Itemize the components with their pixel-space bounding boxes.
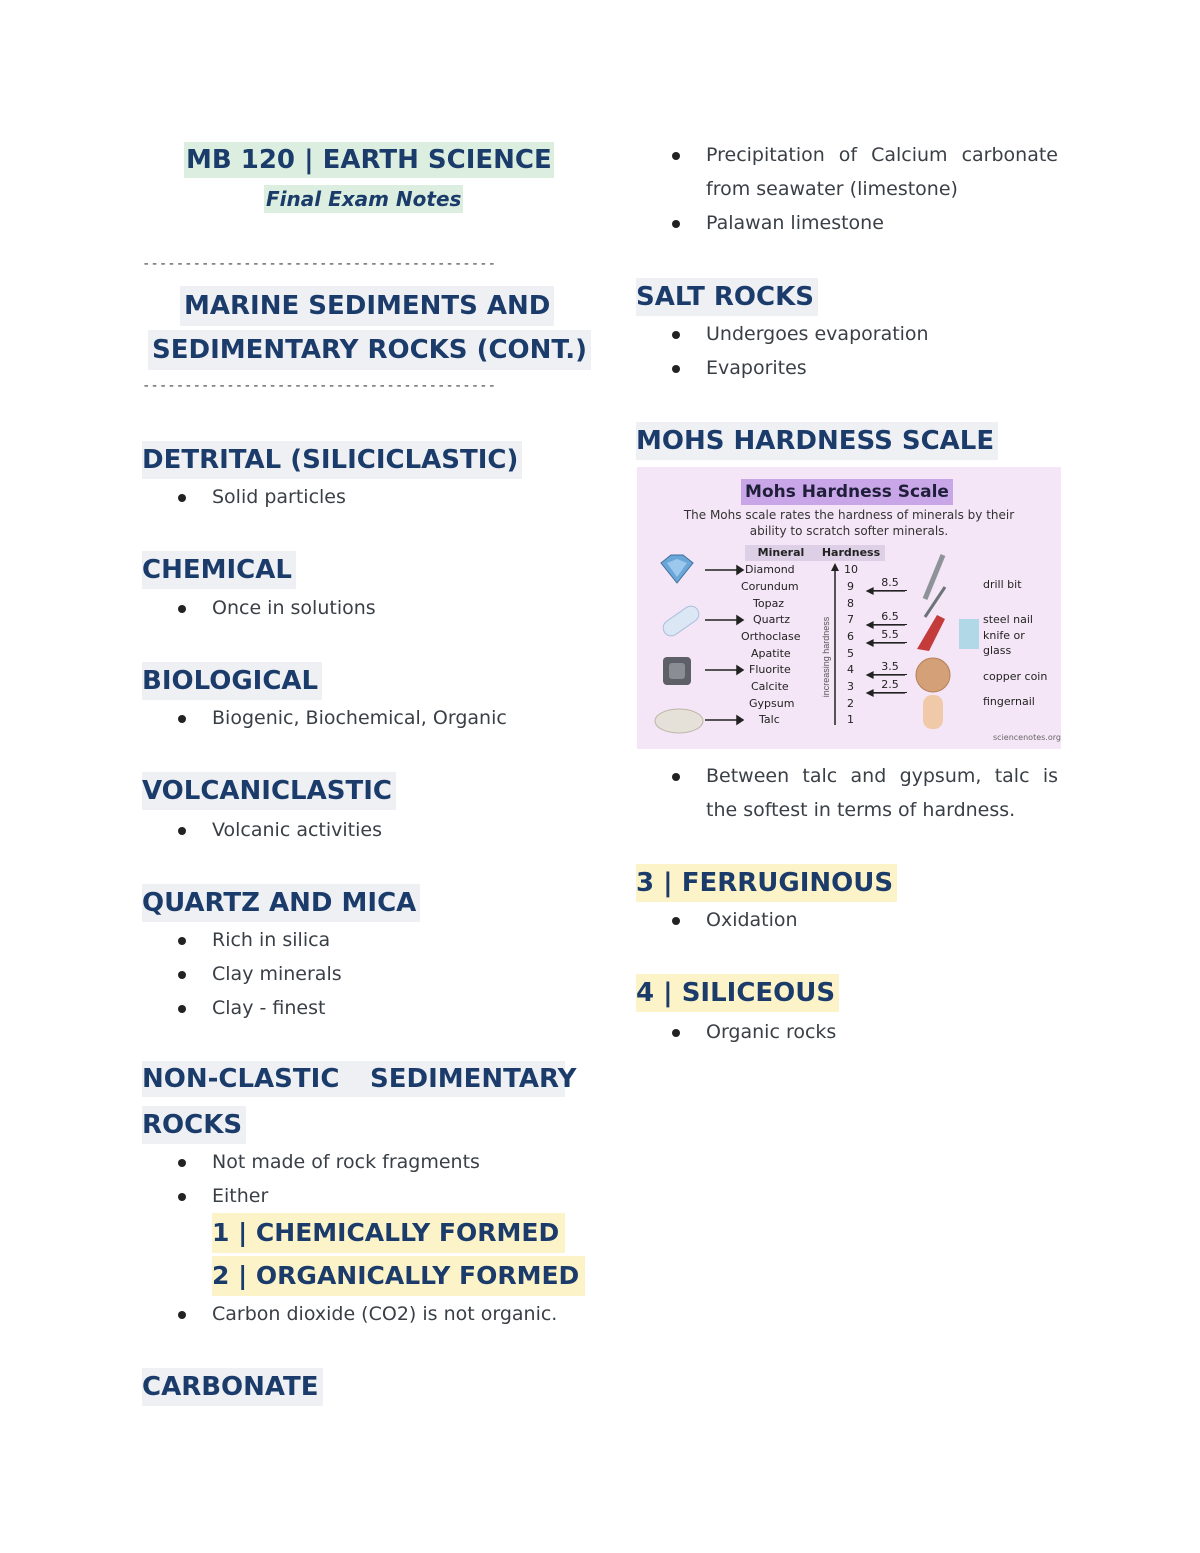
hardness-number: 5 (847, 647, 854, 660)
mohs-scale-figure (637, 467, 1061, 749)
mineral-label: Apatite (751, 647, 791, 660)
bullet-icon (178, 715, 186, 723)
column-mineral: Mineral (745, 545, 817, 561)
hardness-number: 6 (847, 630, 854, 643)
axis-label: increasing hardness (821, 616, 831, 698)
bullet-icon (178, 1159, 186, 1167)
tool-hardness-value: 2.5 (873, 678, 907, 693)
bullet-icon (672, 917, 680, 925)
axis-arrow-icon (831, 563, 839, 571)
list-item: Precipitation of Calcium carbonate (706, 138, 1058, 172)
heading-volcaniclastic: VOLCANICLASTIC (142, 772, 396, 810)
mineral-label: Corundum (741, 580, 799, 593)
glass-icon (959, 619, 979, 649)
quartz-icon (660, 603, 702, 639)
mineral-label: Quartz (753, 613, 790, 626)
tool-label: copper coin (983, 670, 1048, 683)
hardness-number: 8 (847, 597, 854, 610)
list-item: Once in solutions (212, 591, 376, 625)
hardness-number: 2 (847, 697, 854, 710)
list-item: Oxidation (706, 903, 798, 937)
list-item: Palawan limestone (706, 206, 884, 240)
bullet-icon (178, 1005, 186, 1013)
mineral-label: Fluorite (749, 663, 791, 676)
divider-bottom: ------------------------------------------ (142, 378, 497, 394)
section-title-line2: SEDIMENTARY ROCKS (CONT.) (148, 330, 591, 370)
bullet-icon (672, 331, 680, 339)
heading-nonclastic-a: NON-CLASTIC (142, 1064, 340, 1094)
tool-label: drill bit (983, 578, 1022, 591)
fluorite-highlight-icon (669, 663, 685, 679)
mineral-label: Talc (759, 713, 780, 726)
heading-biological: BIOLOGICAL (142, 662, 322, 700)
bullet-icon (178, 937, 186, 945)
tool-label: knife or (983, 629, 1025, 642)
list-item: Clay minerals (212, 957, 342, 991)
bullet-icon (672, 365, 680, 373)
hardness-number: 9 (847, 580, 854, 593)
subheading-organically-formed: 2 | ORGANICALLY FORMED (212, 1256, 585, 1296)
heading-chemical: CHEMICAL (142, 551, 296, 589)
list-item: Solid particles (212, 480, 346, 514)
divider-top: ------------------------------------------ (142, 256, 497, 272)
bullet-icon (178, 1311, 186, 1319)
list-item-continuation: from seawater (limestone) (706, 178, 958, 200)
bullet-icon (672, 1029, 680, 1037)
talc-icon (655, 709, 703, 733)
mineral-arrows (705, 566, 743, 724)
page-title: MB 120 | EARTH SCIENCE (184, 142, 554, 178)
heading-quartz-mica: QUARTZ AND MICA (142, 884, 420, 922)
figure-credit: sciencenotes.org (993, 733, 1061, 742)
list-item: Organic rocks (706, 1015, 836, 1049)
tool-hardness-value: 3.5 (873, 660, 907, 675)
list-item-continuation: the softest in terms of hardness. (706, 799, 1016, 821)
list-item: Either (212, 1179, 268, 1213)
list-item: Clay - finest (212, 991, 325, 1025)
list-item: Volcanic activities (212, 813, 382, 847)
hardness-number: 7 (847, 613, 854, 626)
hardness-number: 1 (847, 713, 854, 726)
list-item: Rich in silica (212, 923, 330, 957)
list-item: Not made of rock fragments (212, 1145, 480, 1179)
tool-label: fingernail (983, 695, 1035, 708)
tool-hardness-value: 8.5 (873, 576, 907, 591)
hardness-number: 3 (847, 680, 854, 693)
hardness-number: 10 (844, 563, 858, 576)
figure-title: Mohs Hardness Scale (741, 479, 953, 505)
bullet-icon (178, 971, 186, 979)
heading-nonclastic-line2: ROCKS (142, 1106, 246, 1144)
tool-label: steel nail (983, 613, 1033, 626)
heading-ferruginous: 3 | FERRUGINOUS (636, 864, 897, 902)
figure-description: The Mohs scale rates the hardness of minerals by their ability to scratch softer minerals. (683, 508, 1015, 538)
heading-detrital: DETRITAL (SILICICLASTIC) (142, 441, 522, 479)
heading-nonclastic-b: SEDIMENTARY (370, 1064, 577, 1094)
hardness-number: 4 (847, 663, 854, 676)
mineral-label: Orthoclase (741, 630, 801, 643)
heading-mohs: MOHS HARDNESS SCALE (636, 422, 998, 460)
list-item: Carbon dioxide (CO2) is not organic. (212, 1297, 557, 1331)
heading-siliceous: 4 | SILICEOUS (636, 974, 839, 1012)
knife-icon (917, 615, 945, 651)
fingernail-icon (923, 695, 943, 729)
mineral-label: Calcite (751, 680, 789, 693)
tool-hardness-value: 6.5 (873, 610, 907, 625)
mineral-label: Topaz (753, 597, 785, 610)
bullet-icon (672, 220, 680, 228)
list-item: Between talc and gypsum, talc is (706, 759, 1058, 793)
heading-carbonate: CARBONATE (142, 1368, 323, 1406)
bullet-icon (178, 1193, 186, 1201)
bullet-icon (672, 773, 680, 781)
list-item: Evaporites (706, 351, 807, 385)
heading-salt-rocks: SALT ROCKS (636, 278, 818, 316)
mineral-label: Gypsum (749, 697, 795, 710)
column-hardness: Hardness (817, 545, 885, 561)
tool-hardness-value: 5.5 (873, 628, 907, 643)
mineral-label: Diamond (745, 563, 795, 576)
list-item: Undergoes evaporation (706, 317, 929, 351)
subheading-chemically-formed: 1 | CHEMICALLY FORMED (212, 1213, 565, 1253)
tool-label: glass (983, 644, 1012, 657)
bullet-icon (178, 827, 186, 835)
list-item: Biogenic, Biochemical, Organic (212, 701, 507, 735)
section-title-line1: MARINE SEDIMENTS AND (180, 286, 554, 326)
bullet-icon (672, 152, 680, 160)
copper-coin-icon (916, 658, 950, 692)
bullet-icon (178, 494, 186, 502)
bullet-icon (178, 605, 186, 613)
page-subtitle: Final Exam Notes (266, 187, 462, 211)
